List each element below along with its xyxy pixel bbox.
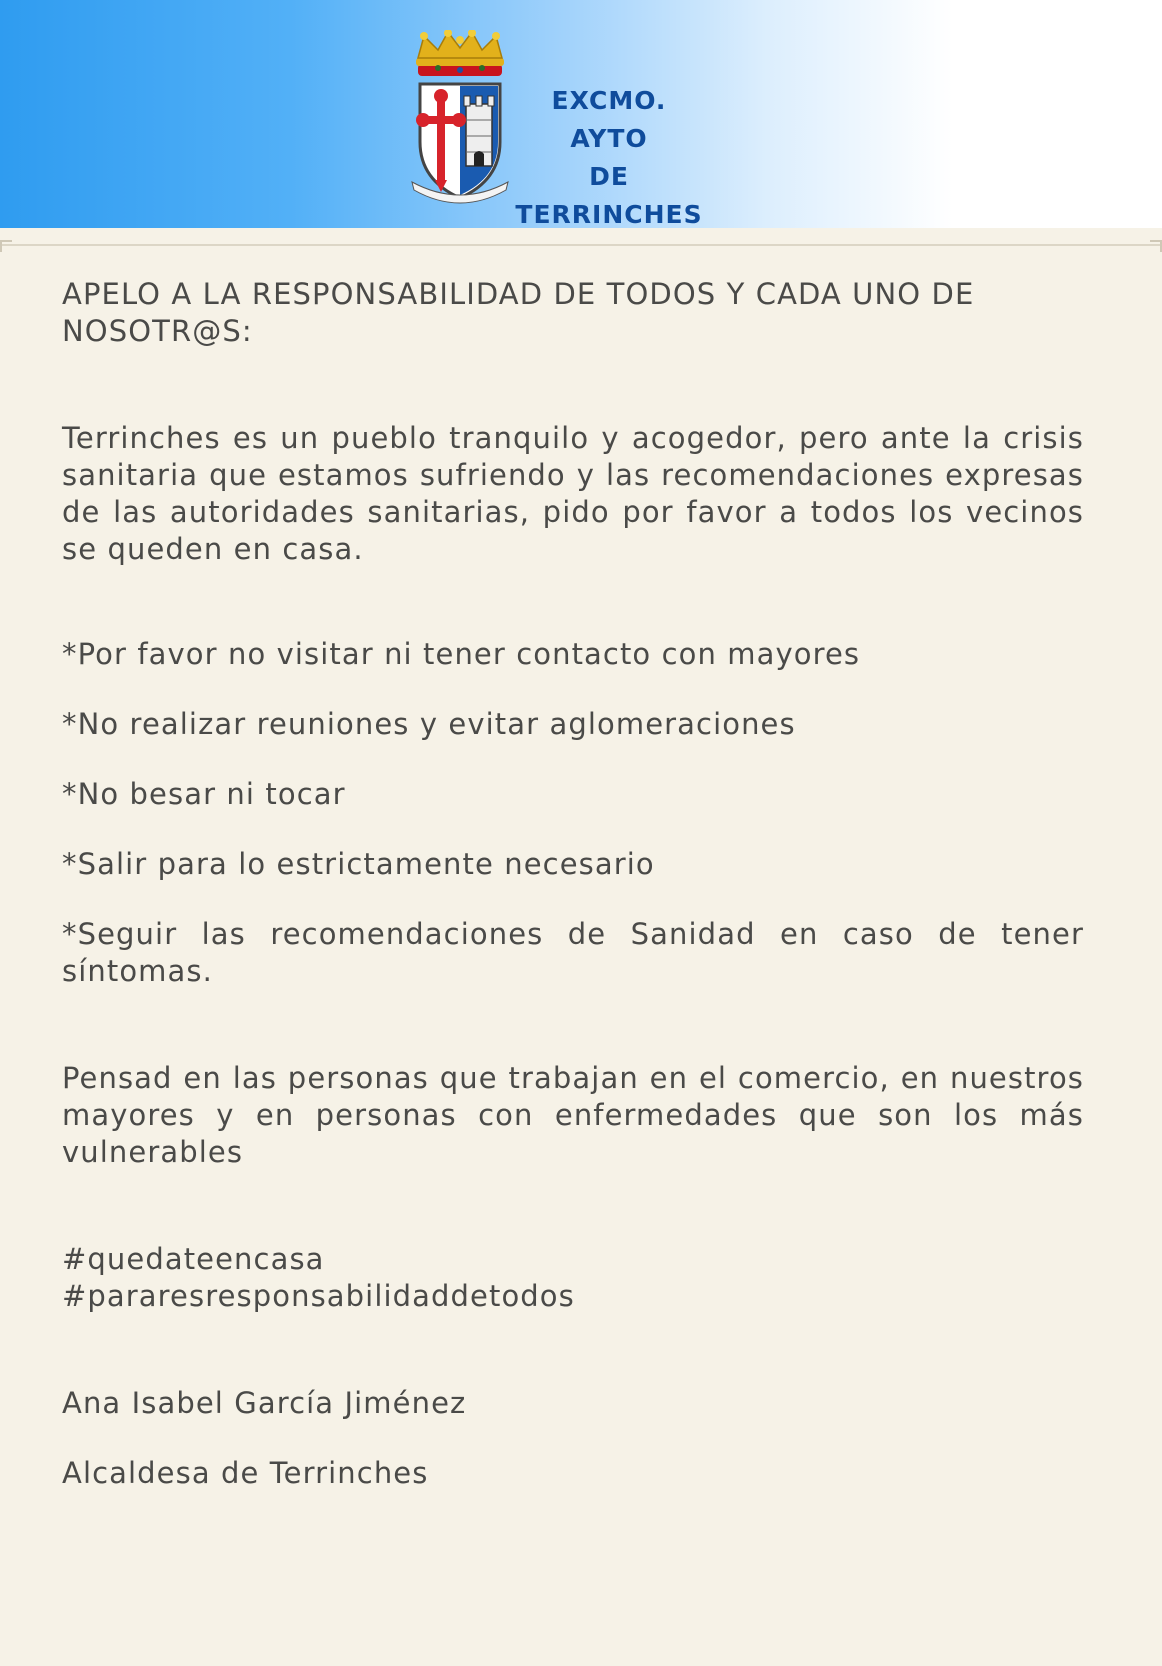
signature-name: Ana Isabel García Jiménez [62, 1386, 467, 1420]
hashtag: #quedateencasa [62, 1242, 325, 1276]
town-hall-logo [408, 30, 708, 229]
logo-title-line: DE [589, 162, 629, 191]
signature-title: Alcaldesa de Terrinches [62, 1456, 429, 1490]
letter-heading: APELO A LA RESPONSABILIDAD DE TODOS Y CADA UNO DE NOSOTR@S: [62, 277, 975, 348]
recommendation-item: *No realizar reuniones y evitar aglomeraciones [62, 707, 796, 741]
logo-title [514, 82, 704, 234]
logo-title-line: EXCMO. AYTO [551, 86, 667, 153]
recommendation-item: *Salir para lo estrictamente necesario [62, 847, 655, 881]
recommendation-item: *Por favor no visitar ni tener contacto con mayores [62, 637, 861, 671]
crown-icon [416, 30, 504, 76]
paper-corner-right [1150, 240, 1162, 252]
recommendation-item: *Seguir las recomendaciones de Sanidad en caso de tener síntomas. [62, 917, 1084, 988]
letter-intro: Terrinches es un pueblo tranquilo y acogedor, pero ante la crisis sanitaria que estamos sufriendo y las recomendaciones expresas de las autoridades sanitarias, pido por favor a todos los vecinos se queden en casa. [62, 421, 1084, 566]
coat-of-arms-icon [408, 30, 512, 210]
recommendation-item: *No besar ni tocar [62, 777, 346, 811]
header-banner [0, 0, 1162, 228]
logo-title-line: TERRINCHES [515, 200, 703, 229]
letter-closing: Pensad en las personas que trabajan en el comercio, en nuestros mayores y en personas con enfermedades que son los más vulnerables [62, 1061, 1084, 1169]
paper-corner-left [0, 240, 12, 252]
paper-divider [0, 244, 1162, 246]
letter-body [62, 276, 1084, 1492]
hashtag-list [62, 1241, 1084, 1315]
hashtag: #pararesresponsabilidaddetodos [62, 1279, 575, 1313]
